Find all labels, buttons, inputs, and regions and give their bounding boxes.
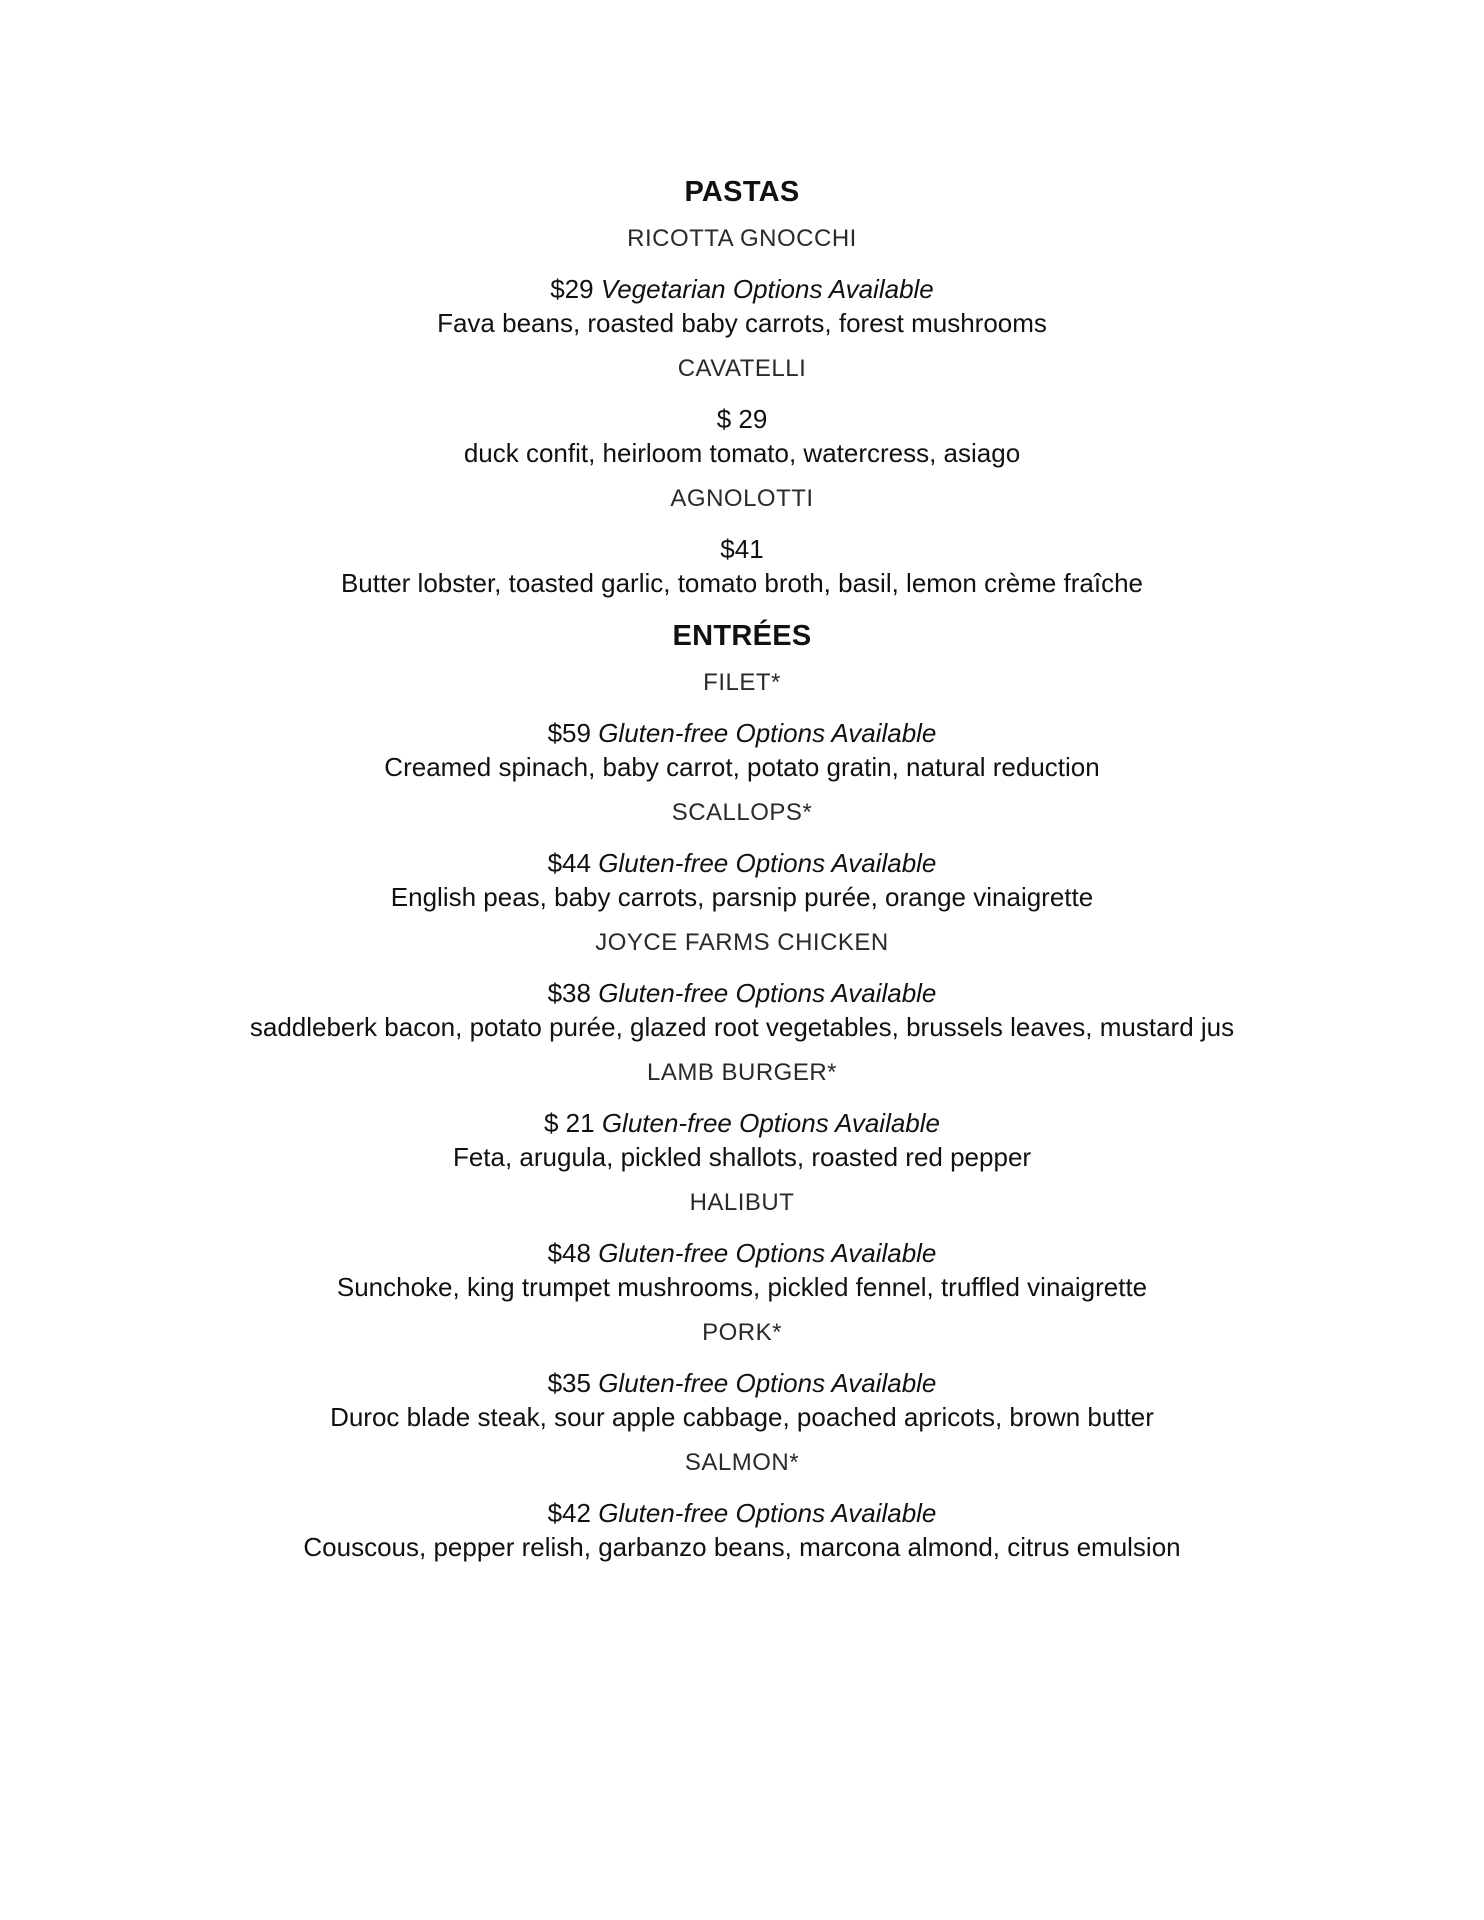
menu-item: [0, 1448, 1484, 1564]
menu-item: [0, 354, 1484, 470]
item-option: Gluten-free Options Available: [601, 1108, 941, 1138]
item-name: SCALLOPS*: [671, 799, 813, 826]
menu-item: [0, 928, 1484, 1044]
item-option: Gluten-free Options Available: [598, 1238, 937, 1268]
item-price-line: [0, 1236, 1484, 1270]
item-price-line: [0, 976, 1484, 1010]
item-price: $ 29: [716, 404, 768, 434]
section-title: ENTRÉES: [672, 620, 812, 652]
item-description: English peas, baby carrots, parsnip purée, orange vinaigrette: [390, 882, 1094, 912]
item-description: Feta, arugula, pickled shallots, roasted red pepper: [452, 1142, 1032, 1172]
item-description: duck confit, heirloom tomato, watercress, asiago: [463, 438, 1021, 468]
item-price-line: [0, 846, 1484, 880]
menu-item: [0, 224, 1484, 340]
item-description: Duroc blade steak, sour apple cabbage, poached apricots, brown butter: [330, 1402, 1154, 1432]
item-price: $59: [547, 718, 591, 748]
item-name: SALMON*: [684, 1449, 800, 1476]
item-name: RICOTTA GNOCCHI: [627, 225, 857, 252]
menu-item: [0, 668, 1484, 784]
item-price-line: [0, 402, 1484, 436]
item-option: Gluten-free Options Available: [598, 1368, 937, 1398]
menu-page: [0, 174, 1484, 1564]
item-price: $42: [547, 1498, 591, 1528]
item-price: $29: [550, 274, 594, 304]
menu-item: [0, 798, 1484, 914]
item-description: Fava beans, roasted baby carrots, forest mushrooms: [437, 308, 1047, 338]
section-title: PASTAS: [684, 176, 800, 208]
item-price-line: [0, 1106, 1484, 1140]
item-description: Sunchoke, king trumpet mushrooms, pickled fennel, truffled vinaigrette: [336, 1272, 1148, 1302]
item-description: Couscous, pepper relish, garbanzo beans, marcona almond, citrus emulsion: [303, 1532, 1181, 1562]
menu-item: [0, 1188, 1484, 1304]
item-price-line: [0, 1496, 1484, 1530]
item-name: PORK*: [702, 1319, 782, 1346]
item-price: $44: [547, 848, 591, 878]
item-description: Butter lobster, toasted garlic, tomato broth, basil, lemon crème fraîche: [340, 568, 1144, 598]
item-price: $ 21: [543, 1108, 595, 1138]
section-entrees: [0, 618, 1484, 1564]
item-option: Gluten-free Options Available: [598, 848, 937, 878]
item-description: Creamed spinach, baby carrot, potato gratin, natural reduction: [384, 752, 1100, 782]
item-description: saddleberk bacon, potato purée, glazed root vegetables, brussels leaves, mustard jus: [249, 1012, 1235, 1042]
item-name: JOYCE FARMS CHICKEN: [595, 929, 889, 956]
item-price-line: [0, 272, 1484, 306]
item-name: LAMB BURGER*: [646, 1059, 838, 1086]
item-name: AGNOLOTTI: [670, 485, 814, 512]
menu-item: [0, 1318, 1484, 1434]
item-price: $38: [547, 978, 591, 1008]
item-price: $41: [720, 534, 764, 564]
item-price: $48: [547, 1238, 591, 1268]
item-name: FILET*: [703, 669, 781, 696]
item-name: CAVATELLI: [677, 355, 807, 382]
item-price-line: [0, 716, 1484, 750]
item-name: HALIBUT: [689, 1189, 795, 1216]
item-option: Vegetarian Options Available: [600, 274, 934, 304]
item-option: Gluten-free Options Available: [598, 1498, 937, 1528]
item-price: $35: [547, 1368, 591, 1398]
item-price-line: [0, 532, 1484, 566]
menu-item: [0, 484, 1484, 600]
section-pastas: [0, 174, 1484, 600]
item-price-line: [0, 1366, 1484, 1400]
item-option: Gluten-free Options Available: [598, 718, 937, 748]
item-option: Gluten-free Options Available: [598, 978, 937, 1008]
menu-item: [0, 1058, 1484, 1174]
